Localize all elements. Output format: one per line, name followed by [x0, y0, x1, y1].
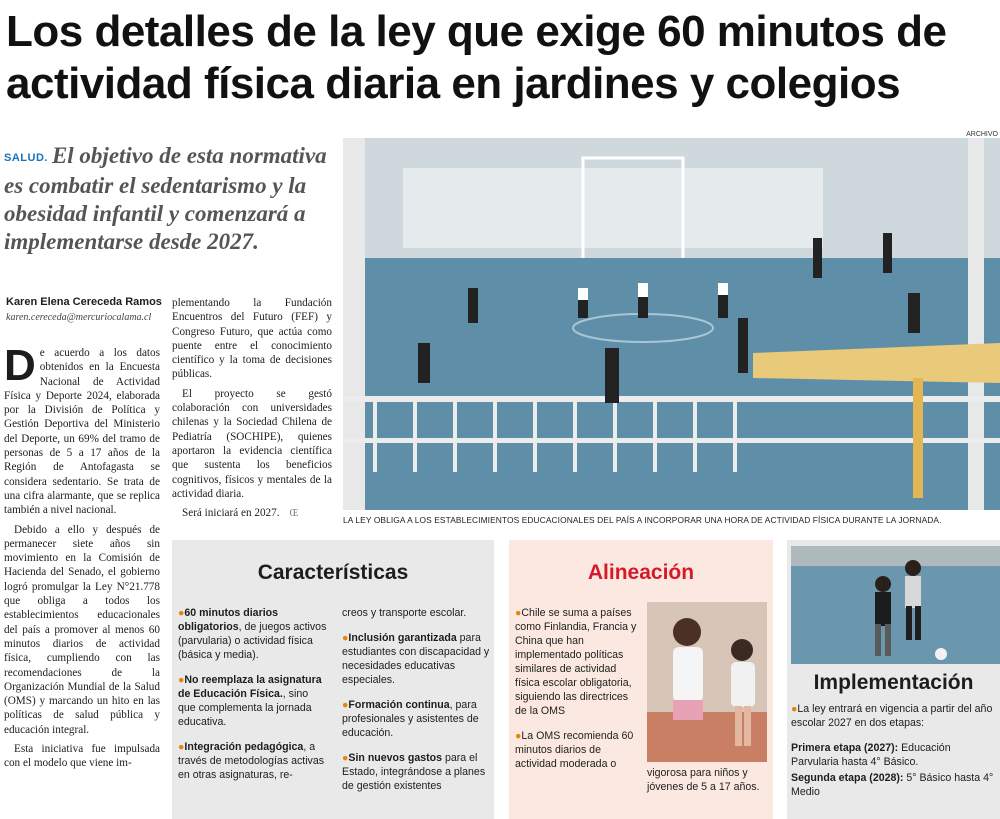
caracteristicas-box	[172, 540, 494, 819]
end-mark-icon: Œ	[289, 508, 299, 520]
list-item-continued: creos y transporte escolar.	[342, 607, 467, 619]
alineacion-title: Alineación	[587, 561, 695, 584]
body-paragraph: De acuerdo a los datos obtenidos en la Encuesta Nacional de Actividad Física y Deporte 2024, elaborada por la División de Política y Gestión Deportiva del Ministerio del Deporte, un 69% del tramo de personas de 5 a 17 años de la Región de Antofagasta se considera sedentario. Se trata de una cifra alarmante, que se replica también a nivel nacional.	[4, 341, 160, 517]
students-playing-illustration	[791, 546, 1000, 664]
lead-paragraph	[4, 142, 329, 256]
children-photo	[647, 602, 767, 762]
bullet-icon: ●	[342, 699, 349, 711]
body-paragraph: El proyecto se gestó colaboración con universidades chilenas y la Sociedad Chilena de Pediatría (SOCHIPE), quienes aportaron la evidencia científica que sustenta los beneficios cognitivos, físicos y mentales de la actividad diaria.	[172, 387, 332, 500]
bullet-icon: ●	[515, 730, 522, 742]
bullet-icon: ●	[178, 674, 185, 686]
headline: Los detalles de la ley que exige 60 minutos de actividad física diaria en jardines y colegios	[6, 7, 947, 108]
list-item: ●Inclusión garantizada para estudiantes con discapacidad y necesidades educativas especiales.	[342, 632, 490, 686]
author-name: Karen Elena Cereceda Ramos	[6, 296, 162, 308]
implementacion-body	[791, 702, 996, 810]
stage-item: Segunda etapa (2028): 5° Básico hasta 4° Medio	[791, 772, 994, 798]
stage-item: Primera etapa (2027): Educación Parvularia hasta 4° Básico.	[791, 742, 951, 768]
list-item: ●La ley entrará en vigencia a partir del año escolar 2027 en dos etapas:	[791, 703, 993, 729]
body-paragraph: Esta iniciativa fue impulsada con el modelo que viene im-	[4, 743, 160, 770]
list-item: ●Sin nuevos gastos para el Estado, integrándose a planes de gestión existentes	[342, 752, 486, 792]
bullet-icon: ●	[791, 703, 798, 715]
body-column-1	[4, 341, 160, 776]
list-item: ●Integración pedagógica, a través de metodologías activas en otras asignaturas, re-	[178, 741, 325, 781]
list-item: ●Chile se suma a países como Finlandia, Francia y China que han implementado políticas similares de actividad física escolar obligatoria, siguiendo las directrices de la OMS	[515, 607, 637, 717]
alineacion-box	[509, 540, 773, 819]
body-paragraph: Será iniciará en 2027. Œ	[182, 507, 299, 520]
bullet-icon: ●	[342, 752, 349, 764]
children-exercising-illustration	[647, 602, 767, 762]
alineacion-col-2	[647, 766, 769, 805]
photo-credit: ARCHIVO	[966, 131, 998, 138]
photo-caption: LA LEY OBLIGA A LOS ESTABLECIMIENTOS EDUCACIONALES DEL PAÍS A INCORPORAR UNA HORA DE ACTIVIDAD FÍSICA DURANTE LA JORNADA.	[343, 515, 942, 525]
body-column-2	[172, 296, 332, 526]
list-item: ●No reemplaza la asignatura de Educación Física., sino que complementa la jornada educativa.	[178, 674, 322, 728]
lead-text: El objetivo de esta normativa es combatir el sedentarismo y la obesidad infantil y comenzará a implementarse desde 2027.	[4, 143, 327, 254]
bullet-icon: ●	[178, 741, 185, 753]
body-paragraph: plementando la Fundación Encuentros del Futuro (FEF) y Congreso Futuro, que actúa como puente entre el conocimiento científico y la toma de decisiones públicas.	[172, 297, 332, 381]
section-kicker: SALUD.	[4, 152, 48, 164]
list-item: ●Formación continua, para profesionales y asistentes de educación.	[342, 699, 479, 739]
caracteristicas-col-2	[342, 606, 490, 804]
caracteristicas-title: Características	[257, 561, 409, 584]
school-gym-illustration	[343, 138, 1000, 510]
author-email[interactable]: karen.cereceda@mercuriocalama.cl	[6, 312, 152, 323]
list-item: ●La OMS recomienda 60 minutos diarios de actividad moderada o	[515, 730, 634, 770]
bullet-icon: ●	[515, 607, 522, 619]
students-photo	[791, 546, 1000, 664]
caracteristicas-col-1	[178, 606, 328, 793]
implementacion-title: Implementación	[813, 671, 974, 694]
implementacion-box	[787, 540, 1000, 819]
list-item-continued: vigorosa para niños y jóvenes de 5 a 17 años.	[647, 767, 760, 793]
body-paragraph: Debido a ello y después de permanecer siete años sin movimiento en la Comisión de Hacienda del Senado, el gobierno logró promulgar la Ley N°21.778 que obliga a todos los establecimientos educacionales del país a promover al menos 60 minutos diarios de actividad física, cumpliendo con las recomendaciones de la Organización Mundial de la Salud (OMS) y marcando un hito en las políticas de salud pública y educación integral.	[4, 523, 160, 736]
alineacion-col-1	[515, 606, 641, 782]
bullet-icon: ●	[342, 632, 349, 644]
bullet-icon: ●	[178, 607, 185, 619]
list-item: ●60 minutos diarios obligatorios, de juegos activos (parvularia) o actividad física (básica y media).	[178, 607, 327, 661]
main-photo	[343, 138, 1000, 510]
drop-cap: D	[4, 341, 36, 390]
